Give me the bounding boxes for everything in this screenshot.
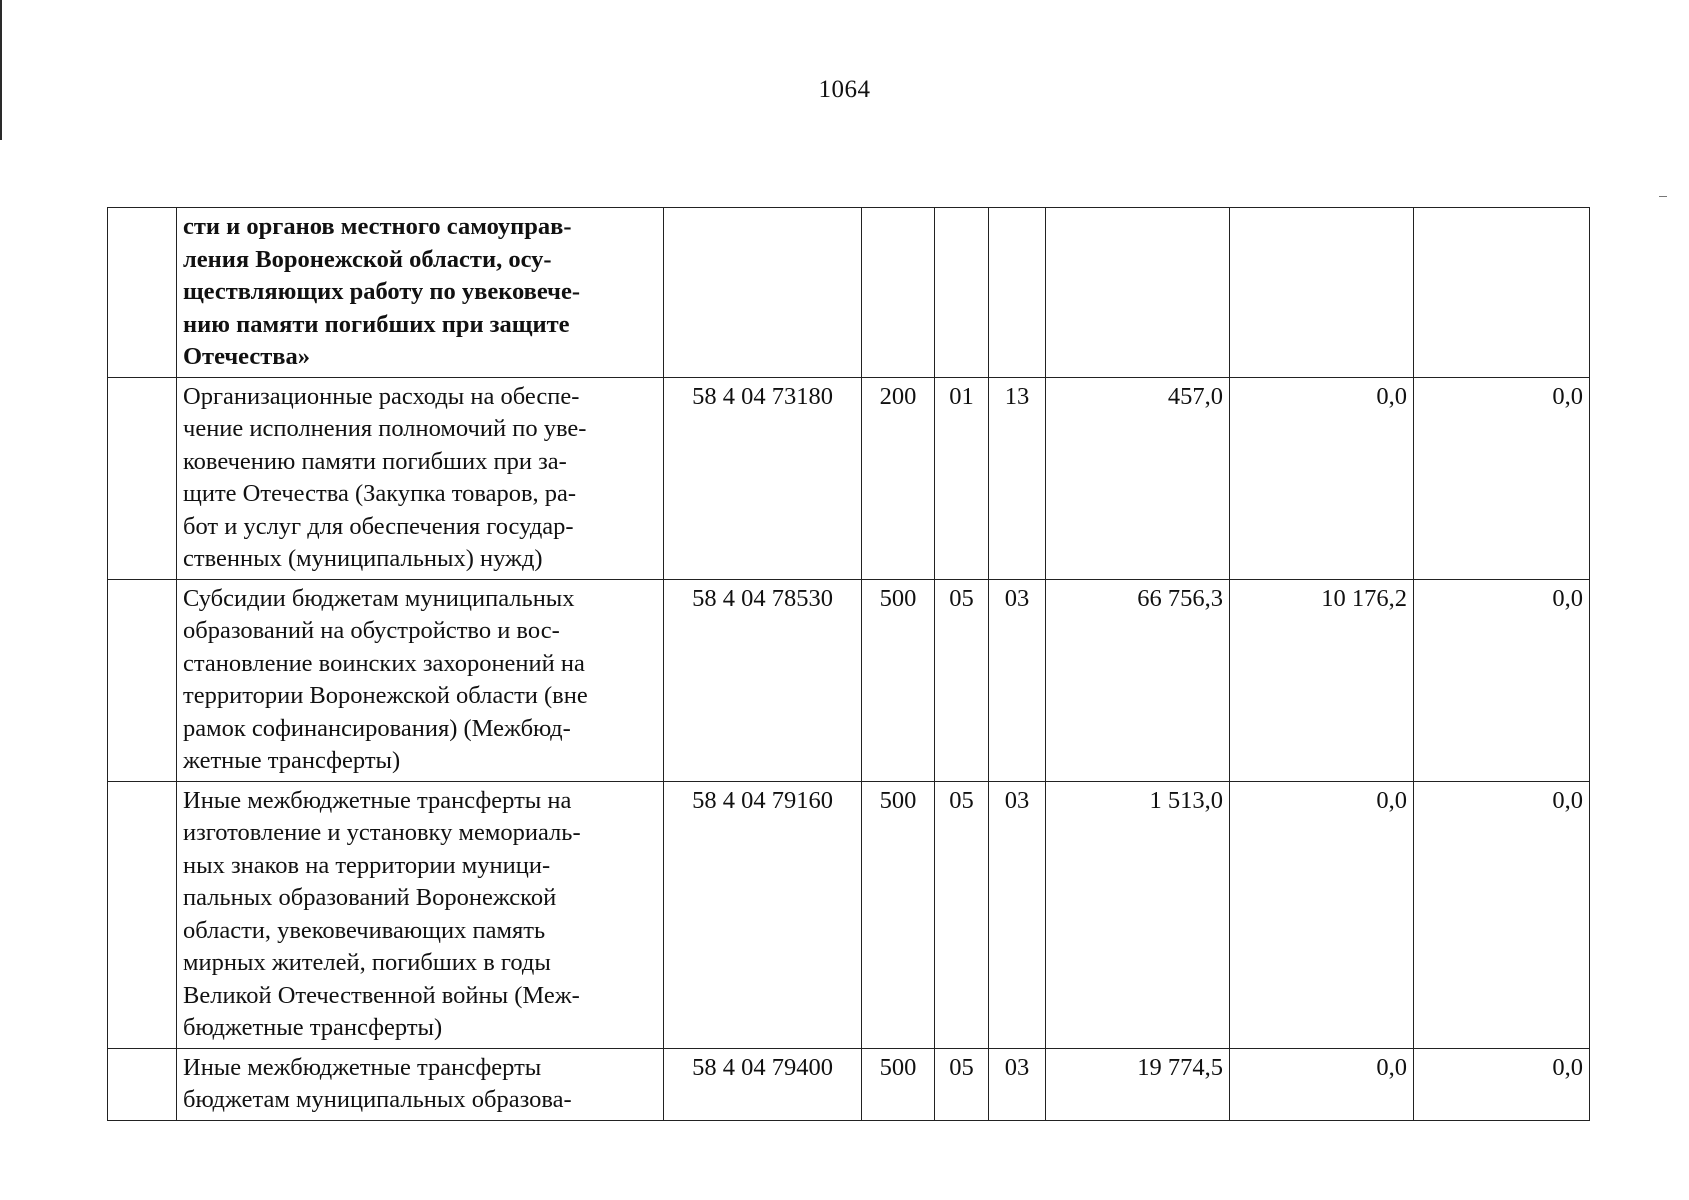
- item-name-cell: [177, 1048, 664, 1120]
- amount-cell-1: 66 756,3: [1046, 579, 1230, 781]
- name-line: ществляющих работу по увековече-: [183, 278, 581, 305]
- subsection-cell: [989, 208, 1046, 378]
- name-line: ковечению памяти погибших при за-: [183, 447, 567, 475]
- amount-cell-2: [1230, 208, 1414, 378]
- target-article-cell: 58 4 04 73180: [664, 377, 862, 579]
- row-number-cell: [108, 208, 177, 378]
- name-line: образований на обустройство и вос-: [183, 617, 560, 644]
- row-number-cell: [108, 1048, 177, 1120]
- page-number: 1064: [818, 76, 871, 103]
- name-line: области, увековечивающих память: [183, 916, 546, 944]
- expense-type-cell: 500: [862, 781, 935, 1048]
- target-article-cell: [664, 208, 862, 378]
- name-line: Иные межбюджетные трансферты: [183, 1053, 542, 1081]
- row-number-cell: [108, 377, 177, 579]
- table-row: [108, 377, 1590, 579]
- name-line: чение исполнения полномочий по уве-: [183, 415, 587, 442]
- name-line: становление воинских захоронений на: [183, 649, 585, 677]
- amount-cell-1: 19 774,5: [1046, 1048, 1230, 1120]
- name-line: рамок софинансирования) (Межбюд-: [183, 714, 571, 742]
- section-cell: [935, 208, 989, 378]
- target-article-cell: 58 4 04 79160: [664, 781, 862, 1048]
- item-name-cell: [177, 579, 664, 781]
- expense-type-cell: 500: [862, 1048, 935, 1120]
- row-number-cell: [108, 579, 177, 781]
- amount-cell-2: 0,0: [1230, 1048, 1414, 1120]
- expense-type-cell: [862, 208, 935, 378]
- name-line: бюджетам муниципальных образова-: [183, 1086, 572, 1113]
- name-line: нию памяти погибших при защите: [183, 310, 570, 338]
- target-article-cell: 58 4 04 78530: [664, 579, 862, 781]
- subsection-cell: 03: [989, 781, 1046, 1048]
- name-line: Великой Отечественной войны (Меж-: [183, 981, 580, 1009]
- budget-table: [107, 207, 1590, 1121]
- name-line: Отечества»: [183, 343, 310, 370]
- section-cell: 05: [935, 781, 989, 1048]
- name-line: жетные трансферты): [183, 747, 401, 774]
- item-name-cell: [177, 208, 664, 378]
- name-line: Иные межбюджетные трансферты на: [183, 786, 572, 814]
- item-name-cell: [177, 377, 664, 579]
- row-number-cell: [108, 781, 177, 1048]
- name-line: территории Воронежской области (вне: [183, 682, 588, 709]
- amount-cell-3: 0,0: [1414, 1048, 1590, 1120]
- amount-cell-1: [1046, 208, 1230, 378]
- section-cell: 05: [935, 579, 989, 781]
- amount-cell-3: 0,0: [1414, 579, 1590, 781]
- item-name-cell: [177, 781, 664, 1048]
- table-row: [108, 1048, 1590, 1120]
- table-row: [108, 781, 1590, 1048]
- name-line: Субсидии бюджетам муниципальных: [183, 584, 575, 612]
- name-line: изготовление и установку мемориаль-: [183, 819, 581, 846]
- amount-cell-3: 0,0: [1414, 377, 1590, 579]
- name-line: бюджетные трансферты): [183, 1014, 443, 1041]
- amount-cell-1: 457,0: [1046, 377, 1230, 579]
- amount-cell-3: 0,0: [1414, 781, 1590, 1048]
- name-line: мирных жителей, погибших в годы: [183, 949, 551, 976]
- amount-cell-2: 0,0: [1230, 781, 1414, 1048]
- amount-cell-2: 10 176,2: [1230, 579, 1414, 781]
- scan-speck: [1659, 196, 1667, 197]
- expense-type-cell: 500: [862, 579, 935, 781]
- name-line: пальных образований Воронежской: [183, 884, 557, 911]
- table-row-continued: [108, 208, 1590, 378]
- subsection-cell: 03: [989, 1048, 1046, 1120]
- name-line: ных знаков на территории муници-: [183, 851, 551, 879]
- target-article-cell: 58 4 04 79400: [664, 1048, 862, 1120]
- section-cell: 05: [935, 1048, 989, 1120]
- subsection-cell: 03: [989, 579, 1046, 781]
- section-cell: 01: [935, 377, 989, 579]
- name-line: ления Воронежской области, осу-: [183, 245, 552, 273]
- name-line: бот и услуг для обеспечения государ-: [183, 512, 574, 540]
- expense-type-cell: 200: [862, 377, 935, 579]
- name-line: ственных (муниципальных) нужд): [183, 545, 543, 572]
- scan-edge-mark: [0, 0, 2, 140]
- amount-cell-3: [1414, 208, 1590, 378]
- amount-cell-1: 1 513,0: [1046, 781, 1230, 1048]
- subsection-cell: 13: [989, 377, 1046, 579]
- name-line: щите Отечества (Закупка товаров, ра-: [183, 480, 577, 507]
- name-line: сти и органов местного самоуправ-: [183, 213, 572, 240]
- table-row: [108, 579, 1590, 781]
- amount-cell-2: 0,0: [1230, 377, 1414, 579]
- name-line: Организационные расходы на обеспе-: [183, 382, 580, 410]
